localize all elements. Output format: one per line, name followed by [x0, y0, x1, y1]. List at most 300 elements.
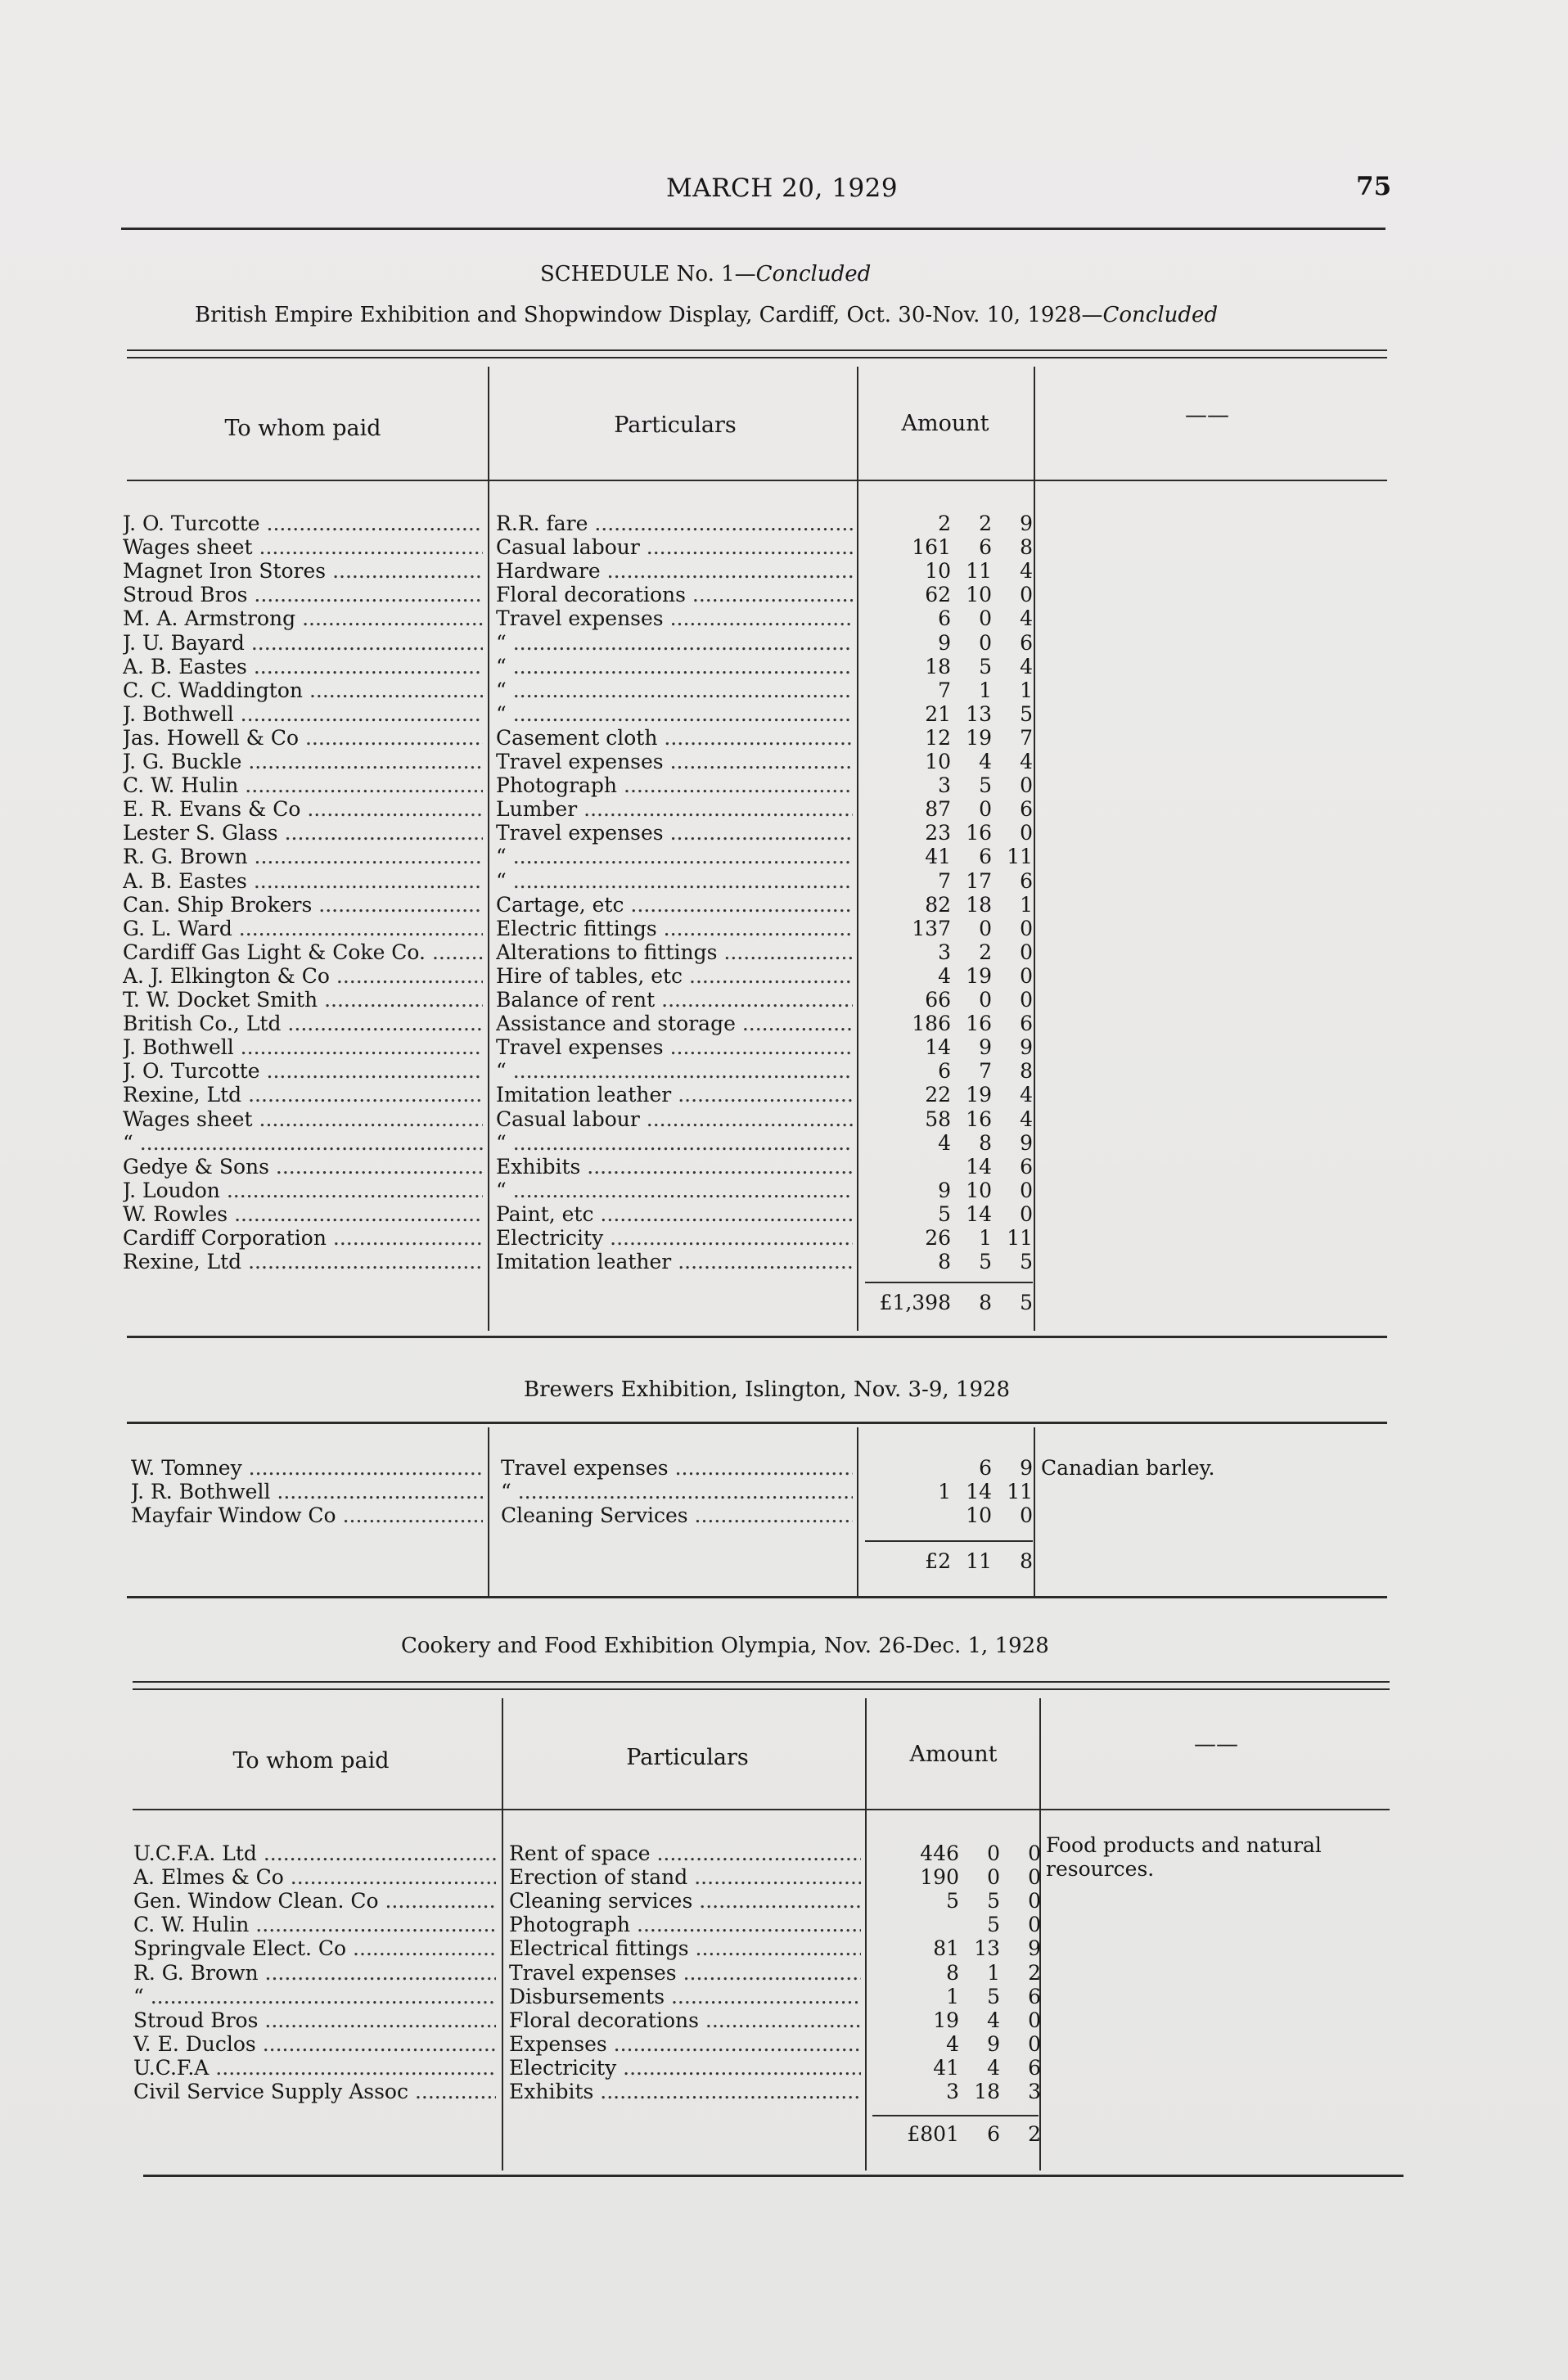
particulars-cell: Exhibits .....	[509, 2080, 861, 2103]
payee-cell: C. W. Hulin .....	[133, 1913, 496, 1936]
table-row	[0, 1480, 1568, 1503]
amount-pounds: 1	[938, 1480, 951, 1503]
amount-shillings: 19	[966, 963, 992, 988]
amount-pounds: 5	[946, 1889, 959, 1913]
payee-cell: Jas. Howell & Co .....	[123, 726, 483, 750]
amount-shillings: 14	[966, 1480, 992, 1503]
amount-pence: 5	[1020, 1250, 1033, 1274]
table-row	[0, 893, 1568, 917]
table-row	[0, 678, 1568, 702]
payee-cell: W. Tomney .....	[131, 1456, 483, 1480]
amount-pounds: 58	[925, 1107, 951, 1131]
payee-cell: Wages sheet .....	[123, 535, 483, 559]
amount-pence: 0	[1028, 1889, 1041, 1913]
particulars-cell: Cleaning Services .....	[501, 1503, 853, 1527]
section1-header-amount: Amount	[901, 411, 989, 436]
payee-cell: Wages sheet .....	[123, 1107, 483, 1131]
schedule-title-concluded: Concluded	[755, 262, 872, 286]
section1-total-pence: 5	[1020, 1291, 1033, 1314]
amount-pence: 9	[1020, 512, 1033, 535]
particulars-cell: “ .....	[496, 702, 853, 726]
table-row	[0, 702, 1568, 726]
table-row	[0, 869, 1568, 893]
particulars-cell: Casement cloth .....	[496, 726, 853, 750]
section2-title: Brewers Exhibition, Islington, Nov. 3-9, 1928	[524, 1377, 1011, 1402]
amount-pounds: 4	[946, 2031, 959, 2056]
payee-cell: J. Bothwell .....	[123, 702, 483, 726]
table-row	[0, 1913, 1568, 1936]
amount-shillings: 16	[966, 1012, 992, 1036]
table-row	[0, 821, 1568, 845]
amount-pounds: 4	[938, 963, 951, 988]
particulars-cell: Alterations to fittings .....	[496, 940, 853, 964]
amount-pounds: 1	[946, 1984, 959, 2008]
payee-cell: Cardiff Corporation .....	[123, 1226, 483, 1250]
amount-shillings: 10	[966, 583, 992, 607]
section1-top-rule-2	[127, 357, 1387, 358]
amount-pence: 11	[1007, 1480, 1033, 1503]
amount-pence: 0	[1020, 1178, 1033, 1202]
amount-pence: 1	[1020, 892, 1033, 917]
amount-shillings: 1	[987, 1960, 1000, 1985]
particulars-cell: Expenses .....	[509, 2032, 861, 2056]
amount-shillings: 5	[979, 654, 992, 678]
particulars-cell: “ .....	[496, 1179, 853, 1202]
amount-shillings: 17	[966, 868, 992, 893]
amount-pence: 8	[1020, 1059, 1033, 1084]
amount-shillings: 5	[987, 1889, 1000, 1913]
payee-cell: Gedye & Sons .....	[123, 1155, 483, 1179]
amount-shillings: 13	[966, 701, 992, 726]
amount-pence: 6	[1020, 1154, 1033, 1179]
payee-cell: A. B. Eastes .....	[123, 655, 483, 678]
amount-pounds: 81	[933, 1936, 959, 1961]
amount-shillings: 0	[987, 1841, 1000, 1865]
amount-pence: 9	[1020, 1456, 1033, 1480]
table-row	[0, 1083, 1568, 1107]
section1-top-rule-1	[127, 349, 1387, 351]
section3-top-rule-1	[133, 1681, 1390, 1683]
amount-pounds: 23	[925, 821, 951, 845]
amount-pence: 5	[1020, 701, 1033, 726]
amount-pounds: 10	[925, 559, 951, 584]
payee-cell: U.C.F.A. Ltd .....	[133, 1841, 496, 1865]
payee-cell: Stroud Bros .....	[133, 2008, 496, 2032]
amount-shillings: 13	[974, 1936, 1000, 1961]
table-row	[0, 1202, 1568, 1226]
particulars-cell: Travel expenses .....	[496, 750, 853, 773]
table-row	[0, 940, 1568, 964]
amount-pounds: 5	[938, 1201, 951, 1226]
amount-shillings: 1	[979, 678, 992, 702]
schedule-title-main: SCHEDULE No. 1—	[540, 262, 756, 286]
table-row	[0, 1456, 1568, 1480]
section1-total	[0, 1291, 1568, 1314]
amount-pounds: 26	[925, 1226, 951, 1250]
section3-total-shillings: 6	[987, 2122, 1000, 2146]
amount-pence: 9	[1028, 1936, 1041, 1961]
payee-cell: J. R. Bothwell .....	[131, 1480, 483, 1503]
page-date: MARCH 20, 1929	[666, 174, 899, 203]
payee-cell: W. Rowles .....	[123, 1202, 483, 1226]
payee-cell: Mayfair Window Co .....	[131, 1503, 483, 1527]
amount-pence: 0	[1020, 1503, 1033, 1527]
amount-shillings: 7	[979, 1059, 992, 1084]
table-row	[0, 2056, 1568, 2080]
table-row	[0, 845, 1568, 868]
amount-pence: 7	[1020, 725, 1033, 750]
amount-pence: 0	[1020, 940, 1033, 964]
section1-header-rule	[127, 480, 1387, 481]
table-row	[0, 1503, 1568, 1527]
payee-cell: Rexine, Ltd .....	[123, 1250, 483, 1273]
amount-shillings: 2	[979, 512, 992, 535]
particulars-cell: “ .....	[496, 631, 853, 655]
payee-cell: Rexine, Ltd .....	[123, 1083, 483, 1107]
amount-shillings: 19	[966, 1083, 992, 1107]
particulars-cell: Cartage, etc .....	[496, 893, 853, 917]
particulars-cell: Electric fittings .....	[496, 917, 853, 940]
section2-total-pounds: £2	[925, 1549, 951, 1573]
amount-shillings: 8	[979, 1130, 992, 1155]
amount-pounds: 8	[938, 1250, 951, 1274]
table-row	[0, 726, 1568, 750]
payee-cell: “ .....	[123, 1131, 483, 1155]
amount-pounds: 6	[938, 1059, 951, 1084]
amount-pence: 9	[1020, 1035, 1033, 1060]
section3-total-pounds: £801	[907, 2122, 959, 2146]
particulars-cell: Travel expenses .....	[496, 821, 853, 845]
amount-shillings: 10	[966, 1503, 992, 1527]
amount-pence: 0	[1020, 1201, 1033, 1226]
amount-shillings: 0	[979, 988, 992, 1012]
table-row	[0, 750, 1568, 773]
table-row	[0, 512, 1568, 535]
amount-shillings: 2	[979, 940, 992, 964]
amount-pence: 0	[1028, 1841, 1041, 1865]
particulars-cell: Travel expenses .....	[496, 1035, 853, 1059]
amount-pounds: 446	[920, 1841, 959, 1865]
section3-remark: Food products and natural resources.	[1046, 1833, 1322, 1881]
particulars-cell: Lumber .....	[496, 797, 853, 821]
particulars-cell: Disbursements .....	[509, 1985, 861, 2008]
amount-shillings: 5	[979, 773, 992, 798]
particulars-cell: Balance of rent .....	[496, 988, 853, 1012]
payee-cell: C. W. Hulin .....	[123, 773, 483, 797]
payee-cell: British Co., Ltd .....	[123, 1012, 483, 1035]
section3-bottom-rule	[143, 2175, 1404, 2177]
amount-pence: 4	[1020, 606, 1033, 631]
amount-pounds: 4	[938, 1130, 951, 1155]
amount-pence: 8	[1020, 535, 1033, 560]
table-row	[0, 631, 1568, 655]
payee-cell: J. U. Bayard .....	[123, 631, 483, 655]
amount-pounds: 66	[925, 988, 951, 1012]
amount-shillings: 1	[979, 1226, 992, 1250]
payee-cell: G. L. Ward .....	[123, 917, 483, 940]
particulars-cell: “ .....	[496, 845, 853, 868]
section3-header-particulars: Particulars	[626, 1745, 749, 1770]
amount-pounds: 6	[938, 606, 951, 631]
amount-shillings: 0	[979, 916, 992, 940]
amount-shillings: 18	[974, 2080, 1000, 2103]
amount-shillings: 9	[987, 2031, 1000, 2056]
amount-pence: 4	[1020, 654, 1033, 678]
particulars-cell: Floral decorations .....	[496, 583, 853, 606]
amount-pence: 0	[1028, 1913, 1041, 1937]
particulars-cell: Casual labour .....	[496, 1107, 853, 1131]
amount-pounds: 7	[938, 678, 951, 702]
amount-shillings: 0	[979, 630, 992, 655]
table-row	[0, 797, 1568, 821]
payee-cell: Cardiff Gas Light & Coke Co. .....	[123, 940, 483, 964]
amount-shillings: 19	[966, 725, 992, 750]
amount-pence: 6	[1020, 868, 1033, 893]
payee-cell: C. C. Waddington .....	[123, 678, 483, 702]
table-row	[0, 1889, 1568, 1913]
section2-remark: Canadian barley.	[1041, 1456, 1215, 1480]
section3-header-amount: Amount	[909, 1742, 998, 1767]
particulars-cell: Assistance and storage .....	[496, 1012, 853, 1035]
header-rule	[121, 228, 1386, 230]
table-row	[0, 535, 1568, 559]
amount-pence: 0	[1020, 821, 1033, 845]
table-row	[0, 964, 1568, 988]
section3-title: Cookery and Food Exhibition Olympia, Nov. 26-Dec. 1, 1928	[401, 1634, 1049, 1658]
table-row	[0, 1226, 1568, 1250]
table-row	[0, 1961, 1568, 1985]
payee-cell: A. Elmes & Co .....	[133, 1865, 496, 1889]
particulars-cell: Casual labour .....	[496, 535, 853, 559]
amount-shillings: 14	[966, 1154, 992, 1179]
amount-shillings: 6	[979, 535, 992, 560]
amount-pounds: 87	[925, 797, 951, 822]
payee-cell: J. O. Turcotte .....	[123, 1059, 483, 1083]
particulars-cell: “ .....	[501, 1480, 853, 1503]
amount-pounds: 8	[946, 1960, 959, 1985]
amount-pounds: 12	[925, 725, 951, 750]
amount-pounds: 190	[920, 1865, 959, 1890]
amount-shillings: 9	[979, 1035, 992, 1060]
amount-pence: 4	[1020, 1107, 1033, 1131]
particulars-cell: Travel expenses .....	[501, 1456, 853, 1480]
payee-cell: J. G. Buckle .....	[123, 750, 483, 773]
amount-shillings: 18	[966, 892, 992, 917]
particulars-cell: Hire of tables, etc .....	[496, 964, 853, 988]
particulars-cell: Rent of space .....	[509, 1841, 861, 1865]
section1-header-particulars: Particulars	[614, 412, 737, 438]
section3-total-pence: 2	[1028, 2122, 1041, 2146]
table-row	[0, 1035, 1568, 1059]
payee-cell: U.C.F.A .....	[133, 2056, 496, 2080]
amount-shillings: 0	[979, 797, 992, 822]
section3-top-rule-2	[133, 1688, 1390, 1690]
payee-cell: Stroud Bros .....	[123, 583, 483, 606]
particulars-cell: “ .....	[496, 869, 853, 893]
particulars-cell: Electricity .....	[496, 1226, 853, 1250]
section1-title-concluded: Concluded	[1102, 303, 1219, 327]
payee-cell: Can. Ship Brokers .....	[123, 893, 483, 917]
table-row	[0, 1107, 1568, 1131]
amount-pounds: 82	[925, 892, 951, 917]
amount-shillings: 4	[987, 2008, 1000, 2032]
amount-shillings: 11	[966, 559, 992, 584]
amount-pence: 0	[1020, 916, 1033, 940]
table-row	[0, 2032, 1568, 2056]
particulars-cell: Travel expenses .....	[496, 606, 853, 630]
payee-cell: J. O. Turcotte .....	[123, 512, 483, 535]
amount-shillings: 6	[979, 1456, 992, 1480]
table-row	[0, 559, 1568, 583]
amount-pounds: 21	[925, 701, 951, 726]
payee-cell: A. J. Elkington & Co .....	[123, 964, 483, 988]
table-row	[0, 655, 1568, 678]
section1-title	[195, 303, 1218, 327]
payee-cell: Springvale Elect. Co .....	[133, 1936, 496, 1960]
particulars-cell: “ .....	[496, 655, 853, 678]
particulars-cell: Electricity .....	[509, 2056, 861, 2080]
payee-cell: T. W. Docket Smith .....	[123, 988, 483, 1012]
amount-pence: 2	[1028, 1960, 1041, 1985]
amount-pence: 9	[1020, 1130, 1033, 1155]
amount-pounds: 41	[925, 845, 951, 869]
particulars-cell: Imitation leather .....	[496, 1250, 853, 1273]
payee-cell: Lester S. Glass .....	[123, 821, 483, 845]
particulars-cell: Exhibits .....	[496, 1155, 853, 1179]
amount-pence: 11	[1007, 845, 1033, 869]
payee-cell: E. R. Evans & Co .....	[123, 797, 483, 821]
amount-pounds: 14	[925, 1035, 951, 1060]
payee-cell: R. G. Brown .....	[133, 1961, 496, 1985]
table-row	[0, 1131, 1568, 1155]
amount-pounds: 22	[925, 1083, 951, 1107]
payee-cell: A. B. Eastes .....	[123, 869, 483, 893]
table-row	[0, 1865, 1568, 1889]
section1-total-pounds: £1,398	[879, 1291, 951, 1314]
table-row	[0, 917, 1568, 940]
amount-shillings: 16	[966, 821, 992, 845]
schedule-title	[540, 262, 871, 286]
section3-total	[0, 2122, 1568, 2146]
amount-pence: 6	[1020, 797, 1033, 822]
table-row	[0, 1059, 1568, 1083]
payee-cell: Gen. Window Clean. Co .....	[133, 1889, 496, 1913]
table-row	[0, 1012, 1568, 1035]
amount-pounds: 7	[938, 868, 951, 893]
amount-pounds: 19	[933, 2008, 959, 2032]
payee-cell: V. E. Duclos .....	[133, 2032, 496, 2056]
particulars-cell: Erection of stand .....	[509, 1865, 861, 1889]
page-number: 75	[1356, 172, 1392, 201]
amount-pence: 4	[1020, 750, 1033, 773]
amount-pounds: 62	[925, 583, 951, 607]
particulars-cell: Photograph .....	[496, 773, 853, 797]
amount-shillings: 0	[987, 1865, 1000, 1890]
amount-pence: 6	[1028, 1984, 1041, 2008]
payee-cell: M. A. Armstrong .....	[123, 606, 483, 630]
section1-total-shillings: 8	[979, 1291, 992, 1314]
particulars-cell: Paint, etc .....	[496, 1202, 853, 1226]
table-row	[0, 2008, 1568, 2032]
amount-pounds: 9	[938, 1178, 951, 1202]
table-row	[0, 1985, 1568, 2008]
amount-pounds: 3	[938, 940, 951, 964]
amount-shillings: 5	[979, 1250, 992, 1274]
amount-pence: 0	[1028, 2008, 1041, 2032]
table-row	[0, 1179, 1568, 1202]
particulars-cell: Photograph .....	[509, 1913, 861, 1936]
amount-pence: 6	[1020, 630, 1033, 655]
amount-pence: 0	[1028, 1865, 1041, 1890]
section2-top-rule	[127, 1422, 1387, 1424]
amount-pence: 0	[1020, 583, 1033, 607]
table-row	[0, 583, 1568, 606]
table-row	[0, 1155, 1568, 1179]
amount-pence: 0	[1020, 988, 1033, 1012]
amount-pence: 0	[1020, 963, 1033, 988]
particulars-cell: Hardware .....	[496, 559, 853, 583]
amount-pounds: 161	[912, 535, 951, 560]
amount-pence: 0	[1028, 2031, 1041, 2056]
amount-pence: 11	[1007, 1226, 1033, 1250]
section1-header-to-whom: To whom paid	[224, 416, 381, 441]
section1-sum-rule	[865, 1282, 1033, 1283]
amount-pounds: 137	[912, 916, 951, 940]
amount-shillings: 10	[966, 1178, 992, 1202]
particulars-cell: “ .....	[496, 678, 853, 702]
amount-pounds: 2	[938, 512, 951, 535]
particulars-cell: “ .....	[496, 1131, 853, 1155]
amount-pence: 6	[1028, 2055, 1041, 2080]
amount-pounds: 3	[938, 773, 951, 798]
payee-cell: Civil Service Supply Assoc .....	[133, 2080, 496, 2103]
section1-bottom-rule	[127, 1336, 1387, 1338]
particulars-cell: “ .....	[496, 1059, 853, 1083]
payee-cell: “ .....	[133, 1985, 496, 2008]
section3-header-rule	[133, 1809, 1390, 1810]
section3-header-remarks: ——	[1194, 1732, 1238, 1757]
amount-shillings: 6	[979, 845, 992, 869]
table-row	[0, 773, 1568, 797]
payee-cell: J. Loudon .....	[123, 1179, 483, 1202]
amount-shillings: 4	[987, 2055, 1000, 2080]
particulars-cell: Travel expenses .....	[509, 1961, 861, 1985]
amount-pence: 3	[1028, 2080, 1041, 2103]
amount-pounds: 186	[912, 1012, 951, 1036]
amount-pounds: 9	[938, 630, 951, 655]
table-row	[0, 1936, 1568, 1960]
section2-total-shillings: 11	[966, 1549, 992, 1573]
section1-header-remarks: ——	[1185, 403, 1229, 428]
section3-sum-rule	[872, 2115, 1039, 2116]
amount-pounds: 3	[946, 2080, 959, 2103]
amount-pence: 4	[1020, 559, 1033, 584]
table-row	[0, 2080, 1568, 2103]
amount-shillings: 14	[966, 1201, 992, 1226]
particulars-cell: Cleaning services .....	[509, 1889, 861, 1913]
particulars-cell: Floral decorations .....	[509, 2008, 861, 2032]
section2-bottom-rule	[127, 1596, 1387, 1598]
payee-cell: R. G. Brown .....	[123, 845, 483, 868]
section2-sum-rule	[865, 1540, 1033, 1542]
amount-pounds: 41	[933, 2055, 959, 2080]
payee-cell: Magnet Iron Stores .....	[123, 559, 483, 583]
table-row	[0, 988, 1568, 1012]
particulars-cell: Imitation leather .....	[496, 1083, 853, 1107]
amount-shillings: 16	[966, 1107, 992, 1131]
amount-shillings: 4	[979, 750, 992, 773]
amount-shillings: 5	[987, 1984, 1000, 2008]
